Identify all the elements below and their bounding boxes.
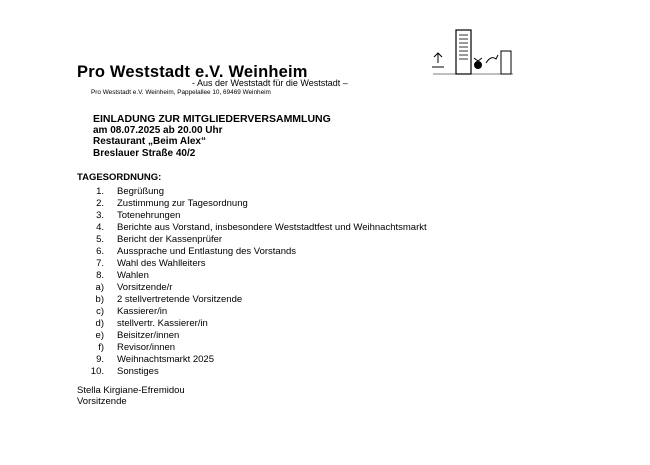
organization-name: Pro Weststadt e.V. Weinheim — [77, 63, 308, 81]
invitation-title: EINLADUNG ZUR MITGLIEDERVERSAMMLUNG — [93, 113, 331, 125]
agenda-item-text: Zustimmung zur Tagesordnung — [117, 198, 248, 209]
agenda-item-text: Aussprache und Entlastung des Vorstands — [117, 246, 297, 257]
agenda-subitem-letter: f) — [98, 342, 104, 353]
agenda-subitem-letter: c) — [96, 306, 104, 317]
agenda-item-number: 7. — [96, 258, 104, 269]
agenda-item-number: 4. — [96, 222, 104, 233]
agenda-item-text: Begrüßung — [117, 186, 165, 197]
agenda-subitem-text: 2 stellvertretende Vorsitzende — [117, 294, 243, 305]
agenda-subitem-letter: e) — [95, 330, 104, 341]
agenda-subitem-text: Beisitzer/innen — [117, 330, 180, 341]
agenda-subitem-text: Revisor/innen — [117, 342, 176, 353]
agenda-item-number: 5. — [96, 234, 104, 245]
signature-role: Vorsitzende — [77, 396, 127, 407]
invitation-street: Breslauer Straße 40/2 — [93, 148, 196, 159]
invitation-venue: Restaurant „Beim Alex“ — [93, 136, 206, 147]
agenda-subitem-text: Kassierer/in — [117, 306, 168, 317]
agenda-item-number: 3. — [96, 210, 104, 221]
agenda-item-text: Wahl des Wahlleiters — [117, 258, 206, 269]
club-logo — [428, 27, 518, 77]
invitation-date: am 08.07.2025 ab 20.00 Uhr — [93, 125, 223, 136]
agenda-item-number: 1. — [96, 186, 104, 197]
signature-name: Stella Kirgiane-Efremidou — [77, 385, 185, 396]
agenda-item-number: 9. — [96, 354, 104, 365]
agenda-item-text: Weihnachtsmarkt 2025 — [117, 354, 214, 365]
agenda-item-number: 2. — [96, 198, 104, 209]
agenda-subitem-text: stellvertr. Kassierer/in — [117, 318, 208, 329]
agenda-item-number: 6. — [96, 246, 104, 257]
agenda-title: TAGESORDNUNG: — [77, 172, 162, 183]
agenda-item-text: Sonstiges — [117, 366, 159, 377]
organization-tagline: - Aus der Weststadt für die Weststadt – — [192, 78, 348, 88]
agenda-item-text: Berichte aus Vorstand, insbesondere Weststadtfest und Weihnachtsmarkt — [117, 222, 427, 233]
agenda-item-number: 8. — [96, 270, 104, 281]
agenda-item-text: Wahlen — [117, 270, 149, 281]
agenda-item-text: Bericht der Kassenprüfer — [117, 234, 223, 245]
agenda-subitem-text: Vorsitzende/r — [117, 282, 173, 293]
agenda-subitem-letter: a) — [95, 282, 104, 293]
sender-address: Pro Weststadt e.V. Weinheim, Pappelallee 10, 69469 Weinheim — [91, 89, 271, 96]
agenda-subitem-letter: d) — [95, 318, 104, 329]
agenda-subitem-letter: b) — [95, 294, 104, 305]
agenda-item-number: 10. — [90, 366, 104, 377]
agenda-item-text: Totenehrungen — [117, 210, 181, 221]
